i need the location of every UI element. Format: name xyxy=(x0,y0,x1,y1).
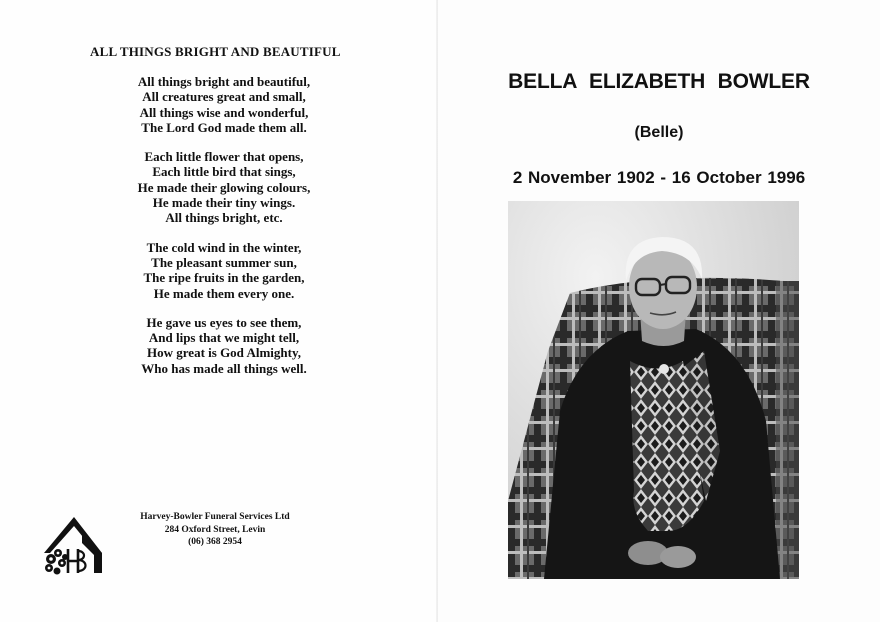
funeral-home-name: Harvey-Bowler Funeral Services Ltd xyxy=(140,512,290,522)
deceased-name: BELLA ELIZABETH BOWLER xyxy=(508,70,810,93)
hymn-line: He made their glowing colours, xyxy=(137,179,311,195)
hymn-line: Each little flower that opens, xyxy=(144,149,304,165)
hymn-line: He made them every one. xyxy=(153,285,295,301)
hymn-line: The cold wind in the winter, xyxy=(146,239,302,255)
hymn-stanza-4 xyxy=(100,315,348,376)
hymn-line: The ripe fruits in the garden, xyxy=(143,270,305,286)
hymn-stanza-2 xyxy=(100,149,348,225)
hymn-line: He gave us eyes to see them, xyxy=(146,314,302,330)
hymn-line: All things bright, etc. xyxy=(165,210,283,226)
hymn-stanza-3 xyxy=(100,240,348,301)
hymn-line: The Lord God made them all. xyxy=(141,119,307,135)
hymn-line: The pleasant summer sun, xyxy=(151,254,297,270)
left-page xyxy=(0,0,438,622)
hymn-title: ALL THINGS BRIGHT AND BEAUTIFUL xyxy=(90,44,341,59)
deceased-nickname: (Belle) xyxy=(634,124,684,141)
hymn-line: How great is God Almighty, xyxy=(147,345,301,361)
hb-house-logo-icon xyxy=(38,513,104,579)
life-dates: 2 November 1902 - 16 October 1996 xyxy=(512,168,806,187)
hymn-line: He made their tiny wings. xyxy=(152,195,296,211)
hymn-line: All creatures great and small, xyxy=(142,89,306,105)
funeral-home-address: 284 Oxford Street, Levin xyxy=(164,524,266,535)
hymn-lyrics xyxy=(100,74,348,390)
funeral-home-info xyxy=(120,511,310,549)
hymn-line: Who has made all things well. xyxy=(141,360,307,376)
hymn-line: Each little bird that sings, xyxy=(152,164,296,180)
hymn-line: All things bright and beautiful, xyxy=(137,74,311,89)
funeral-home-phone: (06) 368 2954 xyxy=(188,537,242,547)
hymn-line: And lips that we might tell, xyxy=(148,330,300,346)
portrait-photo xyxy=(508,201,799,579)
hymn-stanza-1 xyxy=(100,74,348,135)
hymn-line: All things wise and wonderful, xyxy=(139,104,309,120)
